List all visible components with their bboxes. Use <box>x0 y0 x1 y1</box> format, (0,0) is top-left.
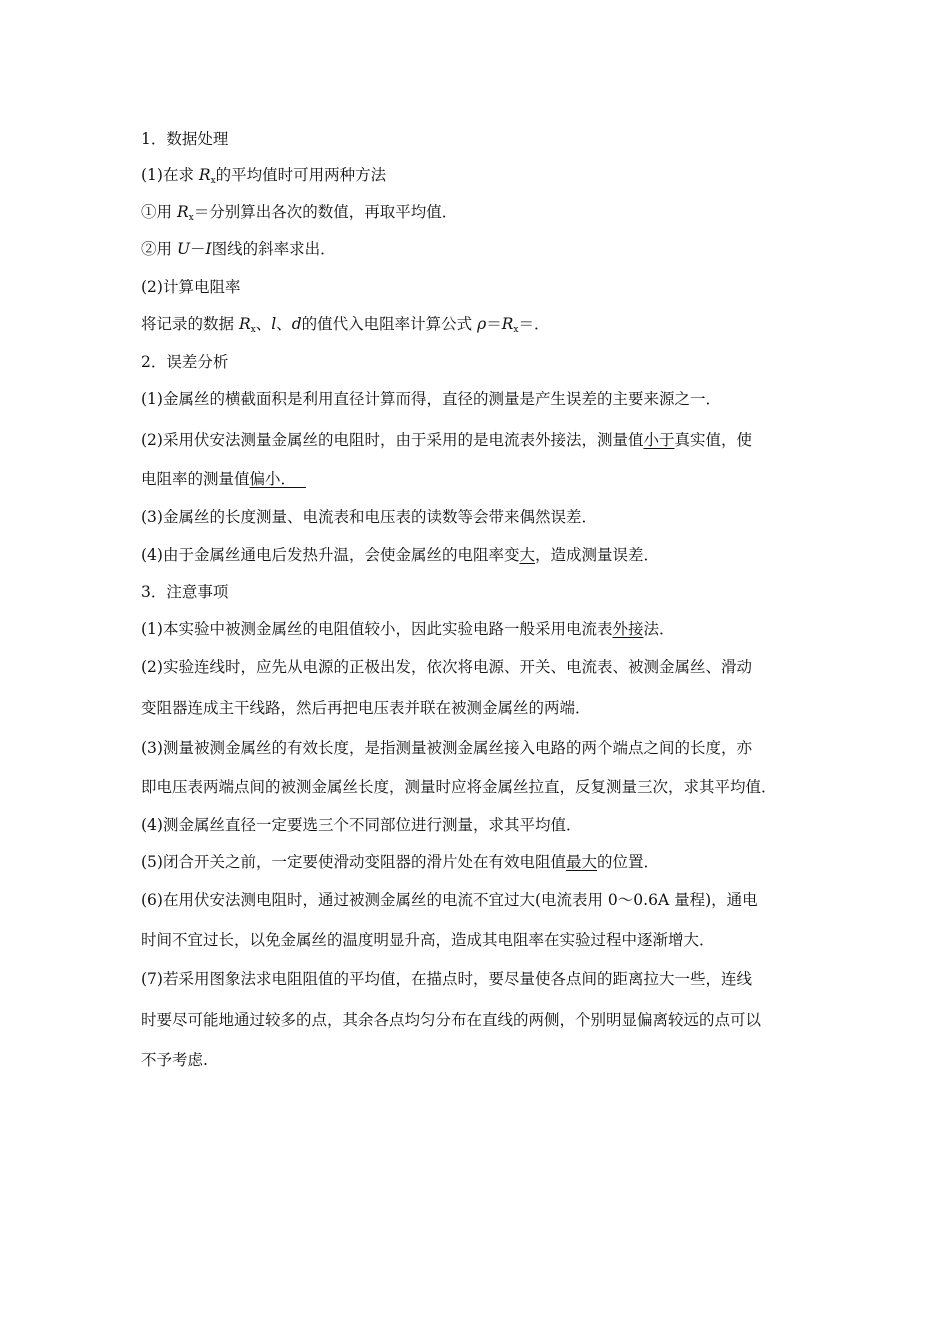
section-heading-error-analysis: 2．误差分析 <box>141 353 229 371</box>
precaution-6-line-1: (6)在用伏安法测电阻时，通过被测金属丝的电流不宜过大(电流表用 0～0.6A 量程)，通电 <box>141 891 758 909</box>
section-heading-data-processing: 1．数据处理 <box>141 130 229 148</box>
precaution-2-line-2: 变阻器连成主干线路，然后再把电压表并联在被测金属丝的两端． <box>141 699 591 717</box>
section-heading-precautions: 3．注意事项 <box>141 583 229 601</box>
answer-underline: 偏小． <box>249 470 297 488</box>
precaution-5: (5)闭合开关之前，一定要使滑动变阻器的滑片处在有效电阻值最大的位置． <box>141 853 659 871</box>
precaution-1: (1)本实验中被测金属丝的电阻值较小，因此实验电路一般采用电流表外接法． <box>141 620 675 638</box>
error-item-3: (3)金属丝的长度测量、电流表和电压表的读数等会带来偶然误差． <box>141 508 597 526</box>
precaution-6-line-2: 时间不宜过长，以免金属丝的温度明显升高，造成其电阻率在实验过程中逐渐增大． <box>141 931 715 949</box>
subsection-resistivity: (2)计算电阻率 <box>141 278 241 296</box>
error-item-1: (1)金属丝的横截面积是利用直径计算而得，直径的测量是产生误差的主要来源之一． <box>141 390 721 408</box>
error-item-2-line-2: 电阻率的测量值偏小． <box>141 470 297 488</box>
answer-underline: 大 <box>519 546 535 564</box>
precaution-4: (4)测金属丝直径一定要选三个不同部位进行测量，求其平均值． <box>141 816 582 834</box>
resistivity-formula-text: 将记录的数据 $R_x$、l、d的值代入电阻率计算公式 $\rho=R_x=$． <box>141 315 550 335</box>
precaution-2-line-1: (2)实验连线时，应先从电源的正极出发，依次将电源、开关、电流表、被测金属丝、滑动 <box>141 658 752 676</box>
precaution-3-line-1: (3)测量被测金属丝的有效长度，是指测量被测金属丝接入电路的两个端点之间的长度，亦 <box>141 739 752 757</box>
error-item-2-line-1: (2)采用伏安法测量金属丝的电阻时，由于采用的是电流表外接法，测量值小于真实值，使 <box>141 431 752 449</box>
method-1: ①用 $R_x=$分别算出各次的数值，再取平均值． <box>141 203 458 223</box>
answer-underline: 外接 <box>612 620 644 638</box>
method-2: ②用 U－I图线的斜率求出． <box>141 240 336 258</box>
answer-underline: 小于 <box>643 431 675 449</box>
error-item-4: (4)由于金属丝通电后发热升温，会使金属丝的电阻率变大，造成测量误差． <box>141 546 659 564</box>
precaution-7-line-1: (7)若采用图象法求电阻阻值的平均值，在描点时，要尽量使各点间的距离拉大一些，连线 <box>141 970 752 988</box>
precaution-7-line-3: 不予考虑. <box>141 1051 208 1069</box>
precaution-3-line-2: 即电压表两端点间的被测金属丝长度，测量时应将金属丝拉直，反复测量三次，求其平均值． <box>141 778 777 796</box>
subsection-average-methods: (1)在求 $R_x$的平均值时可用两种方法 <box>141 166 387 186</box>
precaution-7-line-2: 时要尽可能地通过较多的点，其余各点均匀分布在直线的两侧，个别明显偏离较远的点可以 <box>141 1011 762 1029</box>
answer-underline: 最大 <box>565 853 597 871</box>
